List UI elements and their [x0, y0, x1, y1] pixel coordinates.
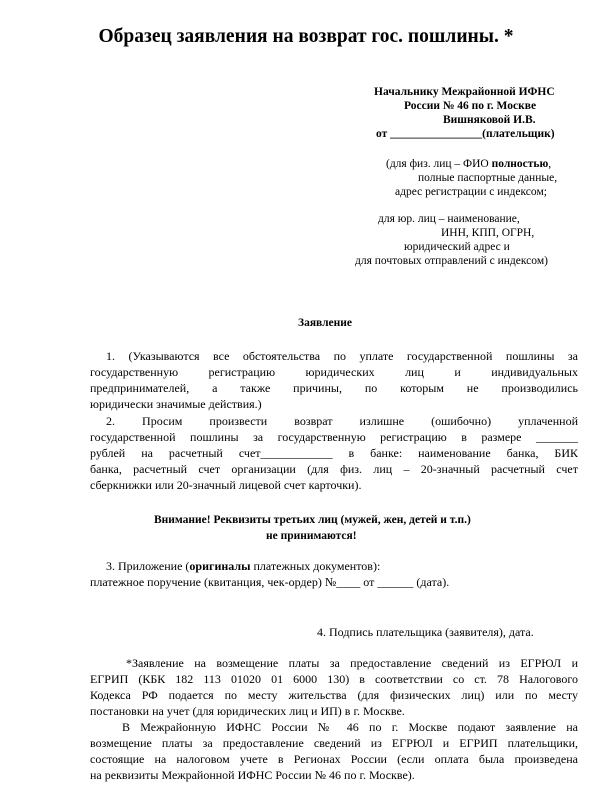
addressee-from-line	[376, 129, 555, 141]
individuals-note-line-2: полные паспортные данные,	[418, 172, 558, 184]
statement-heading: Заявление	[298, 317, 353, 329]
addressee-line-1: Начальнику Межрайонной ИФНС	[374, 86, 555, 98]
addressee-line-3: Вишняковой И.В.	[443, 114, 536, 126]
document-title: Образец заявления на возврат гос. пошлины. *	[98, 26, 514, 47]
footnote1-line-1: *Заявление на возмещение платы за предоставление сведений из ЕГРЮЛ и	[126, 656, 578, 670]
individuals-note-post: ,	[548, 158, 552, 170]
item2-line-1: 2. Просим произвести возврат излишне (ошибочно) уплаченной	[106, 414, 578, 428]
from-suffix: (плательщик)	[482, 128, 555, 140]
item2-line-3: рублей на расчетный счет____________ в банке: наименование банка, БИК	[90, 446, 578, 460]
warning-line-1: Внимание! Реквизиты третьих лиц (мужей, жен, детей и т.п.)	[154, 514, 471, 526]
item4-signature: 4. Подпись плательщика (заявителя), дата.	[317, 625, 534, 639]
footnote2-line-1: В Межрайонную ИФНС России № 46 по г. Москве подают заявление на	[122, 720, 578, 734]
legal-note-line-1: для юр. лиц – наименование,	[378, 213, 520, 225]
footnote2-line-3: состоящие на налоговом учете в Регионах России (если оплата была произведена	[90, 752, 578, 766]
legal-note-line-4: для почтовых отправлений с индексом)	[355, 255, 548, 267]
footnote2-line-4: на реквизиты Межрайонной ИФНС России № 46 по г. Москве).	[90, 768, 415, 782]
item1-line-3: предпринимателей, а также причины, по которым не производились	[90, 381, 578, 395]
item1-line-4: юридически значимые действия.)	[90, 397, 262, 411]
from-prefix: от	[376, 128, 391, 140]
item3-line-2: платежное поручение (квитанция, чек-ордер) №____ от ______ (дата).	[90, 575, 450, 589]
item1-line-2: государственную регистрацию юридических лиц и индивидуальных	[90, 365, 578, 379]
footnote1-line-2: ЕГРИП (КБК 182 113 01020 01 6000 130) в соответствии со ст. 78 Налогового	[90, 672, 578, 686]
legal-note-line-3: юридический адрес и	[404, 241, 510, 253]
individuals-note-pre: (для физ. лиц – ФИО	[386, 158, 492, 170]
legal-note-line-2: ИНН, КПП, ОГРН,	[441, 227, 535, 239]
item2-line-5: сберкнижки или 20-значный лицевой счет карточки).	[90, 478, 362, 492]
item1-line-1: 1. (Указываются все обстоятельства по уплате государственной пошлины за	[106, 349, 578, 363]
item3-pre: 3. Приложение (	[106, 559, 190, 573]
footnote1-line-3: Кодекса РФ подается по месту жительства (для физических лиц) или по месту	[90, 688, 578, 702]
from-blank: ________________	[390, 128, 483, 140]
addressee-line-2: России № 46 по г. Москве	[404, 100, 537, 112]
item3-post: платежных документов):	[250, 559, 381, 573]
item2-line-4: банка, расчетный счет организации (для физ. лиц – 20-значный расчетный счет	[90, 462, 578, 476]
item2-line-2: государственной пошлины за государственную регистрацию в размере _______	[90, 430, 578, 444]
item3-bold: оригиналы	[189, 559, 251, 573]
individuals-note-line-3: адрес регистрации с индексом;	[395, 186, 547, 198]
warning-line-2: не принимаются!	[266, 530, 357, 542]
footnote2-line-2: возмещение платы за предоставление сведений из ЕГРЮЛ и ЕГРИП плательщики,	[90, 736, 578, 750]
item3-line-1	[106, 560, 380, 572]
footnote1-line-4: постановки на учет (для юридических лиц и ИП) в г. Москве.	[90, 704, 405, 718]
individuals-note-bold: полностью	[491, 158, 549, 170]
individuals-note-line-1	[386, 159, 551, 171]
